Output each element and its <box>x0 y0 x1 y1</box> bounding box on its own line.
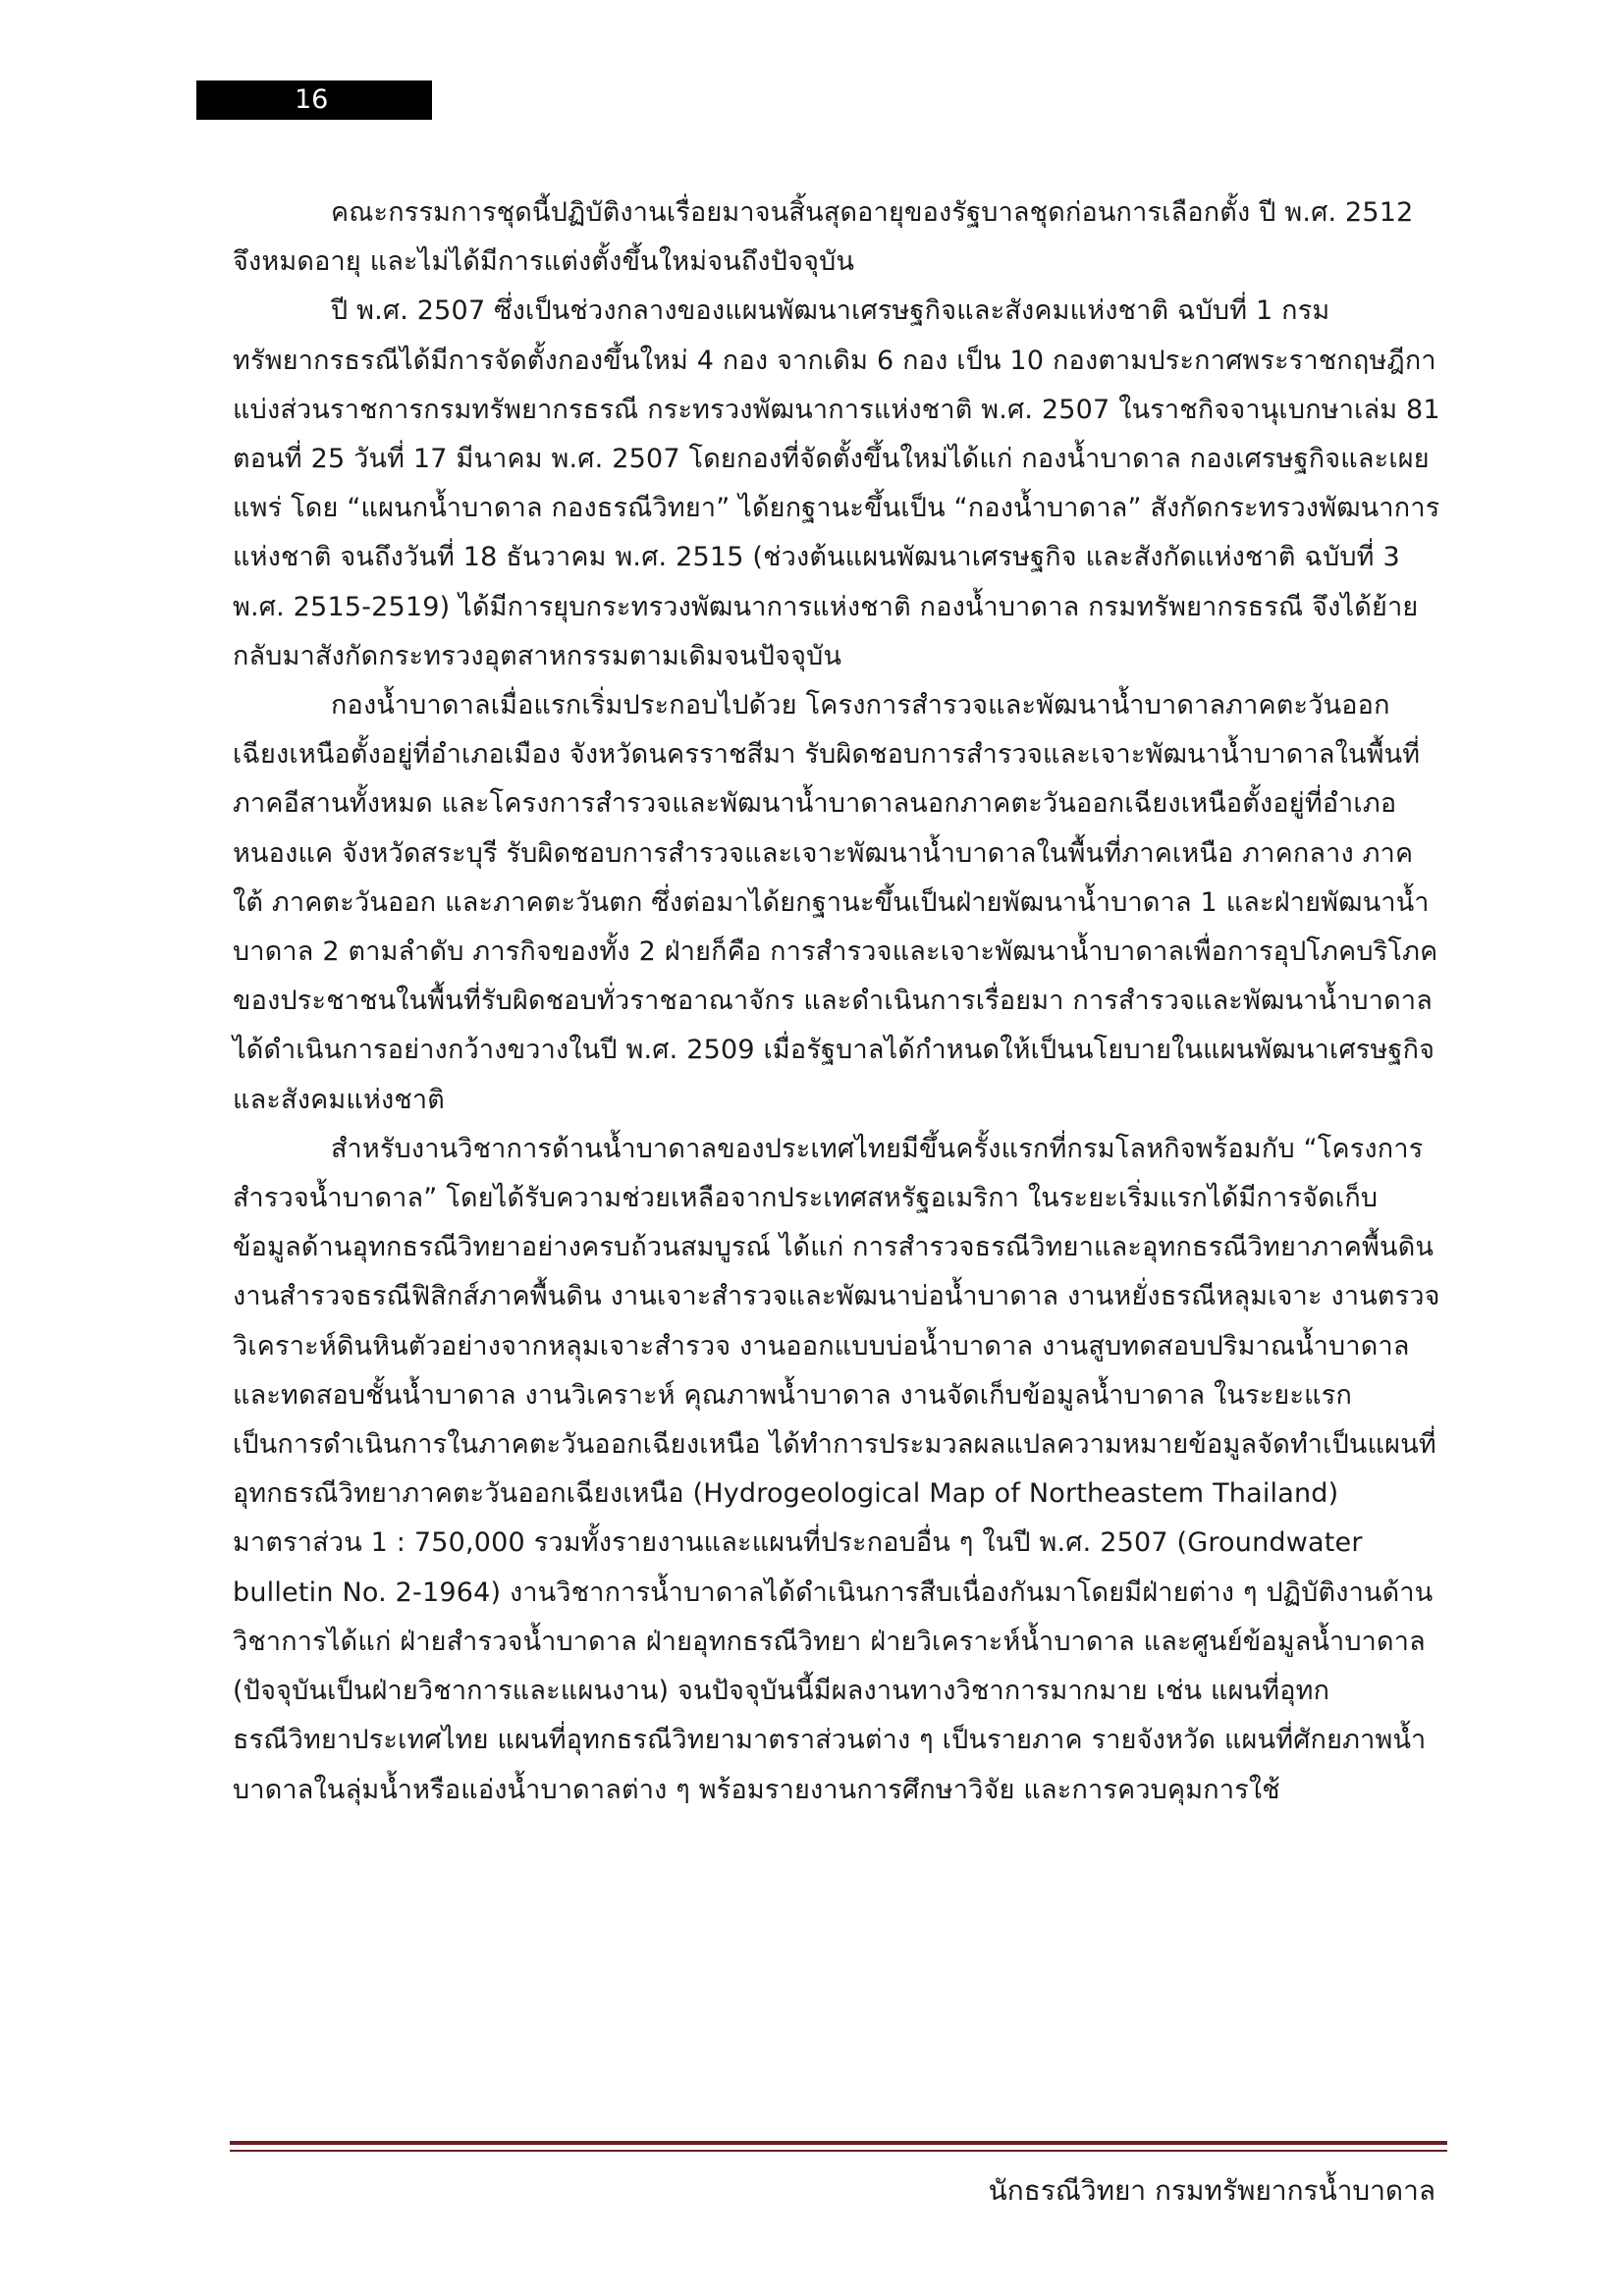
paragraph: คณะกรรมการชุดนี้ปฏิบัติงานเรื่อยมาจนสิ้นสุดอายุของรัฐบาลชุดก่อนการเลือกตั้ง ปี พ.ศ. 2512 จึงหมดอายุ และไม่ได้มีการแต่งตั้งขึ้นใหม่จนถึงปัจจุบัน <box>233 197 1414 278</box>
footer-rule <box>230 2141 1447 2145</box>
paragraph: สำหรับงานวิชาการด้านน้ำบาดาลของประเทศไทยมีขึ้นครั้งแรกที่กรมโลหกิจพร้อมกับ “โครงการสำรวจน้ำบาดาล” โดยได้รับความช่วยเหลือจากประเทศสหรัฐอเมริกา ในระยะเริ่มแรกได้มีการจัดเก็บข้อมูลด้านอุทกธรณีวิทยาอย่างครบถ้วนสมบูรณ์ ได้แก่ การสำรวจธรณีวิทยาและอุทกธรณีวิทยาภาคพื้นดิน งานสำรวจธรณีฟิสิกส์ภาคพื้นดิน งานเจาะสำรวจและพัฒนาบ่อน้ำบาดาล งานหยั่งธรณีหลุมเจาะ งานตรวจวิเคราะห์ดินหินตัวอย่างจากหลุมเจาะสำรวจ งานออกแบบบ่อน้ำบาดาล งานสูบทดสอบปริมาณน้ำบาดาล และทดสอบชั้นน้ำบาดาล งานวิเคราะห์ คุณภาพน้ำบาดาล งานจัดเก็บข้อมูลน้ำบาดาล ในระยะแรกเป็นการดำเนินการในภาคตะวันออกเฉียงเหนือ ได้ทำการประมวลผลแปลความหมายข้อมูลจัดทำเป็นแผนที่อุทกธรณีวิทยาภาคตะวันออกเฉียงเหนือ (Hydrogeological Map of Northeastem Thailand) มาตราส่วน 1 : 750,000 รวมทั้งรายงานและแผนที่ประกอบอื่น ๆ ในปี พ.ศ. 2507 (Groundwater bulletin No. 2-1964) งานวิชาการน้ำบาดาลได้ดำเนินการสืบเนื่องกันมาโดยมีฝ่ายต่าง ๆ ปฏิบัติงานด้านวิชาการได้แก่ ฝ่ายสำรวจน้ำบาดาล ฝ่ายอุทกธรณีวิทยา ฝ่ายวิเคราะห์น้ำบาดาล และศูนย์ข้อมูลน้ำบาดาล (ปัจจุบันเป็นฝ่ายวิชาการและแผนงาน) จนปัจจุบันนี้มีผลงานทางวิชาการมากมาย เช่น แผนที่อุทกธรณีวิทยาประเทศไทย แผนที่อุทกธรณีวิทยามาตราส่วนต่าง ๆ เป็นรายภาค รายจังหวัด แผนที่ศักยภาพน้ำบาดาลในลุ่มน้ำหรือแอ่งน้ำบาดาลต่าง ๆ พร้อมรายงานการศึกษาวิจัย และการควบคุมการใช้ <box>233 1133 1440 1805</box>
paragraph: กองน้ำบาดาลเมื่อแรกเริ่มประกอบไปด้วย โครงการสำรวจและพัฒนาน้ำบาดาลภาคตะวันออกเฉียงเหนือตั้งอยู่ที่อำเภอเมือง จังหวัดนครราชสีมา รับผิดชอบการสำรวจและเจาะพัฒนาน้ำบาดาลในพื้นที่ภาคอีสานทั้งหมด และโครงการสำรวจและพัฒนาน้ำบาดาลนอกภาคตะวันออกเฉียงเหนือตั้งอยู่ที่อำเภอหนองแค จังหวัดสระบุรี รับผิดชอบการสำรวจและเจาะพัฒนาน้ำบาดาลในพื้นที่ภาคเหนือ ภาคกลาง ภาคใต้ ภาคตะวันออก และภาคตะวันตก ซึ่งต่อมาได้ยกฐานะขึ้นเป็นฝ่ายพัฒนาน้ำบาดาล 1 และฝ่ายพัฒนาน้ำบาดาล 2 ตามลำดับ ภารกิจของทั้ง 2 ฝ่ายก็คือ การสำรวจและเจาะพัฒนาน้ำบาดาลเพื่อการอุปโภคบริโภคของประชาชนในพื้นที่รับผิดชอบทั่วราชอาณาจักร และดำเนินการเรื่อยมา การสำรวจและพัฒนาน้ำบาดาลได้ดำเนินการอย่างกว้างขวางในปี พ.ศ. 2509 เมื่อรัฐบาลได้กำหนดให้เป็นนโยบายในแผนพัฒนาเศรษฐกิจและสังคมแห่งชาติ <box>233 690 1438 1115</box>
paragraph: ปี พ.ศ. 2507 ซึ่งเป็นช่วงกลางของแผนพัฒนาเศรษฐกิจและสังคมแห่งชาติ ฉบับที่ 1 กรมทรัพยากรธรณีได้มีการจัดตั้งกองขึ้นใหม่ 4 กอง จากเดิม 6 กอง เป็น 10 กองตามประกาศพระราชกฤษฎีกาแบ่งส่วนราชการกรมทรัพยากรธรณี กระทรวงพัฒนาการแห่งชาติ พ.ศ. 2507 ในราชกิจจานุเบกษาเล่ม 81 ตอนที่ 25 วันที่ 17 มีนาคม พ.ศ. 2507 โดยกองที่จัดตั้งขึ้นใหม่ได้แก่ กองน้ำบาดาล กองเศรษฐกิจและเผยแพร่ โดย “แผนกน้ำบาดาล กองธรณีวิทยา” ได้ยกฐานะขึ้นเป็น “กองน้ำบาดาล” สังกัดกระทรวงพัฒนาการแห่งชาติ จนถึงวันที่ 18 ธันวาคม พ.ศ. 2515 (ช่วงต้นแผนพัฒนาเศรษฐกิจ และสังกัดแห่งชาติ ฉบับที่ 3 พ.ศ. 2515-2519) ได้มีการยุบกระทรวงพัฒนาการแห่งชาติ กองน้ำบาดาล กรมทรัพยากรธรณี จึงได้ย้ายกลับมาสังกัดกระทรวงอุตสาหกรรมตามเดิมจนปัจจุบัน <box>233 295 1440 671</box>
page-number: 16 <box>295 84 329 115</box>
document-body <box>233 188 1440 1815</box>
footer-rule-thin <box>230 2150 1447 2152</box>
footer-text: นักธรณีวิทยา กรมทรัพยากรน้ำบาดาล <box>988 2174 1435 2207</box>
